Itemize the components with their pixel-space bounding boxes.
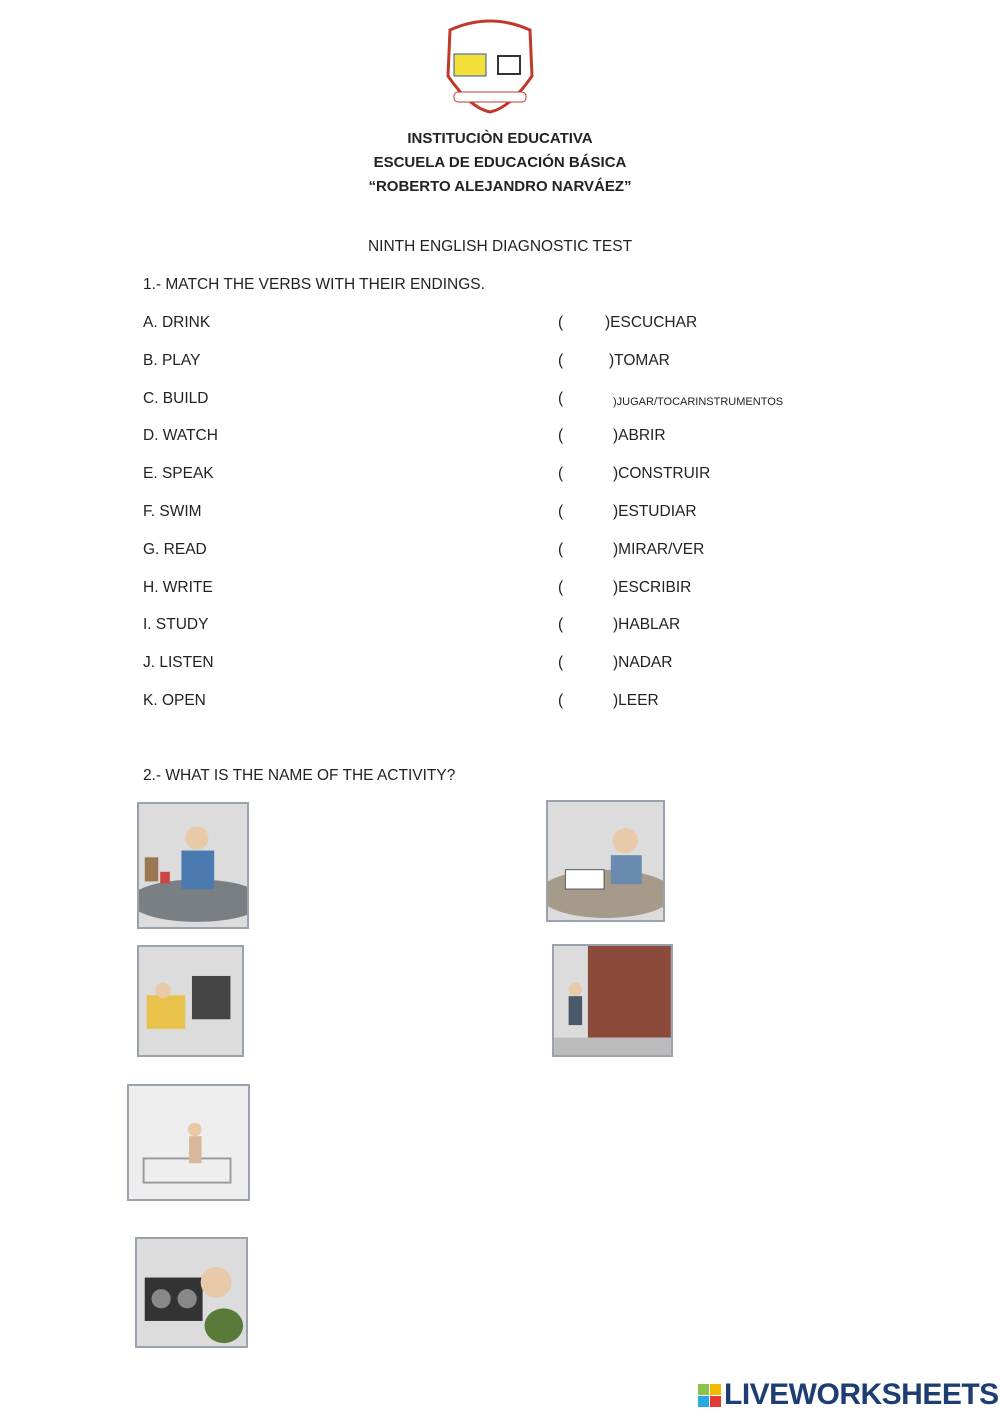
spanish-meaning: )CONSTRUIR — [613, 465, 711, 482]
answer-open-paren[interactable]: ( — [558, 427, 564, 444]
match-row — [0, 692, 1000, 714]
school-logo — [440, 16, 540, 114]
spanish-meaning: )ESTUDIAR — [613, 503, 697, 520]
activity-image-drinking — [137, 802, 249, 929]
answer-open-paren[interactable]: ( — [558, 390, 564, 407]
live-badge-icon — [698, 1384, 721, 1407]
answer-open-paren[interactable]: ( — [558, 654, 564, 671]
verb-label: H. WRITE — [143, 579, 213, 596]
spanish-meaning: )ESCUCHAR — [605, 314, 698, 331]
answer-open-paren[interactable]: ( — [558, 616, 564, 633]
match-row — [0, 465, 1000, 487]
verb-label: G. READ — [143, 541, 207, 558]
verb-label: A. DRINK — [143, 314, 211, 331]
spanish-meaning: )TOMAR — [609, 352, 670, 369]
activity-image-listening — [135, 1237, 248, 1348]
answer-open-paren[interactable]: ( — [558, 503, 564, 520]
verb-label: F. SWIM — [143, 503, 202, 520]
match-row — [0, 541, 1000, 563]
answer-open-paren[interactable]: ( — [558, 352, 564, 369]
verb-label: J. LISTEN — [143, 654, 214, 671]
activity-image-walking — [552, 944, 673, 1057]
answer-open-paren[interactable]: ( — [558, 314, 564, 331]
watermark-text: LIVEWORKSHEETS — [724, 1378, 999, 1411]
match-row — [0, 314, 1000, 336]
verb-label: K. OPEN — [143, 692, 206, 709]
activity-image-watching-tv — [137, 945, 244, 1057]
spanish-meaning: )NADAR — [613, 654, 673, 671]
test-title: NINTH ENGLISH DIAGNOSTIC TEST — [367, 238, 633, 255]
verb-label: D. WATCH — [143, 427, 218, 444]
spanish-meaning: )MIRAR/VER — [613, 541, 705, 558]
header-line-1: INSTITUCIÒN EDUCATIVA — [407, 130, 593, 147]
verb-label: I. STUDY — [143, 616, 209, 633]
verb-label: B. PLAY — [143, 352, 201, 369]
activity-image-studying — [546, 800, 665, 922]
answer-open-paren[interactable]: ( — [558, 541, 564, 558]
match-row — [0, 390, 1000, 412]
verb-label: C. BUILD — [143, 390, 209, 407]
match-row — [0, 579, 1000, 601]
verb-label: E. SPEAK — [143, 465, 214, 482]
answer-open-paren[interactable]: ( — [558, 465, 564, 482]
header-line-3: “ROBERTO ALEJANDRO NARVÁEZ” — [368, 178, 632, 195]
liveworksheets-watermark — [698, 1378, 999, 1412]
answer-open-paren[interactable]: ( — [558, 579, 564, 596]
spanish-meaning: )LEER — [613, 692, 659, 709]
activity-image-shower — [127, 1084, 250, 1201]
match-row — [0, 427, 1000, 449]
spanish-meaning: )ESCRIBIR — [613, 579, 692, 596]
match-row — [0, 654, 1000, 676]
section2-instruction: 2.- WHAT IS THE NAME OF THE ACTIVITY? — [143, 767, 456, 784]
spanish-meaning: )ABRIR — [613, 427, 666, 444]
spanish-meaning: )HABLAR — [613, 616, 681, 633]
header-line-2: ESCUELA DE EDUCACIÓN BÁSICA — [373, 154, 627, 171]
match-row — [0, 503, 1000, 525]
match-row — [0, 616, 1000, 638]
section1-instruction: 1.- MATCH THE VERBS WITH THEIR ENDINGS. — [143, 276, 485, 293]
answer-open-paren[interactable]: ( — [558, 692, 564, 709]
spanish-meaning: )JUGAR/TOCARINSTRUMENTOS — [613, 396, 784, 408]
match-row — [0, 352, 1000, 374]
